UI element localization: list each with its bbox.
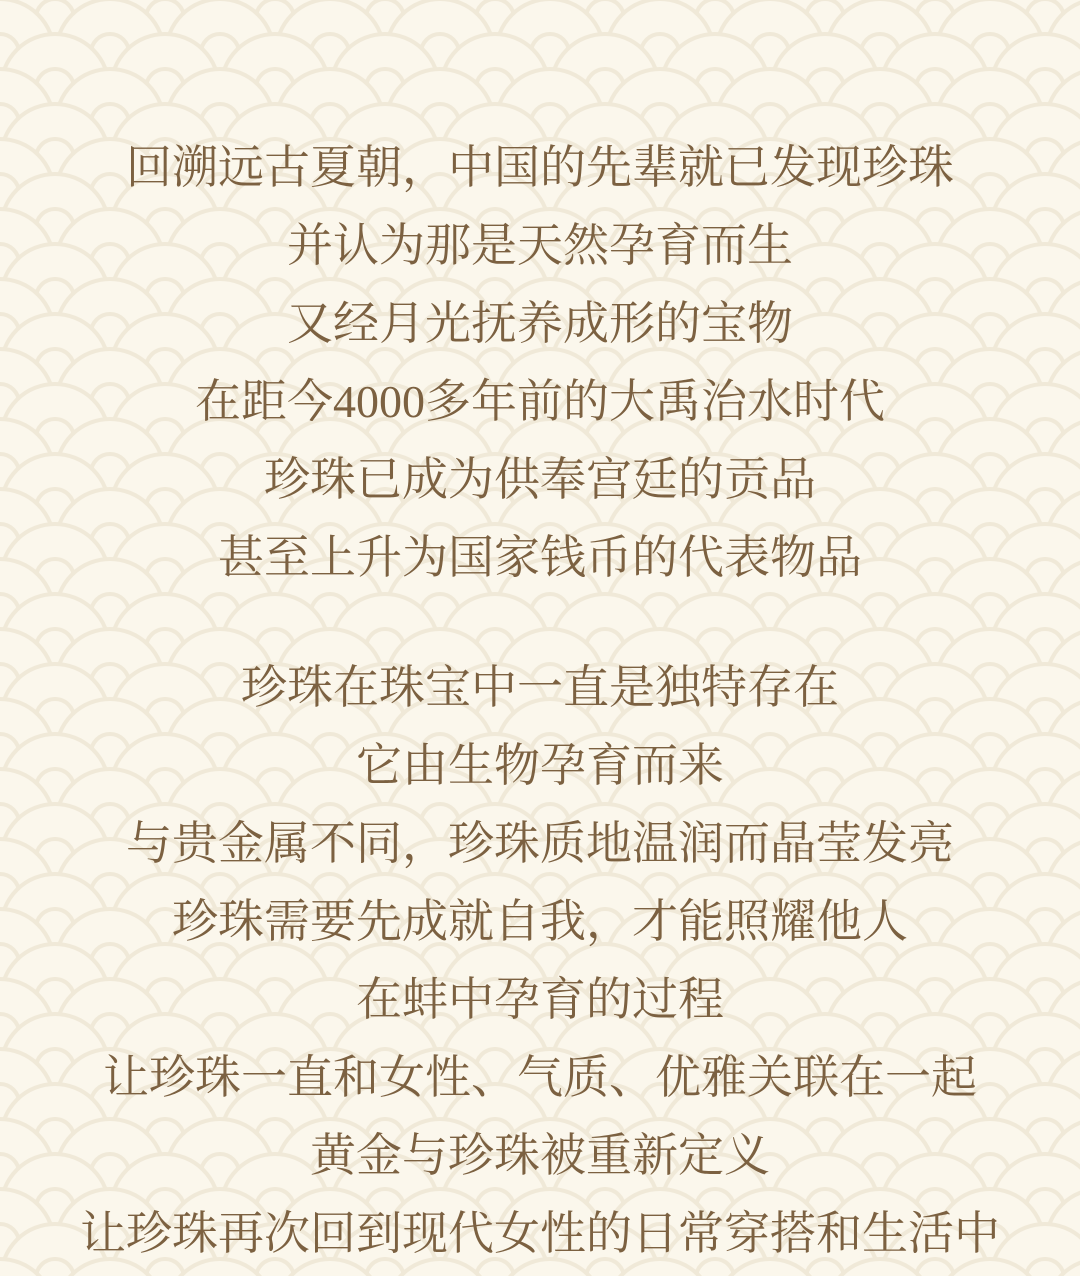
text-line: 珍珠在珠宝中一直是独特存在	[241, 662, 839, 713]
text-line: 黄金与珍珠被重新定义	[310, 1130, 770, 1181]
text-line: 又经月光抚养成形的宝物	[287, 298, 793, 349]
text-line: 让珍珠一直和女性、气质、优雅关联在一起	[103, 1052, 977, 1103]
paragraph-pearl-uniqueness	[0, 649, 1080, 1273]
text-line: 让珍珠再次回到现代女性的日常穿搭和生活中	[80, 1208, 1000, 1259]
text-line: 在距今4000多年前的大禹治水时代	[195, 376, 885, 427]
text-line: 珍珠已成为供奉宫廷的贡品	[264, 454, 816, 505]
text-line: 甚至上升为国家钱币的代表物品	[218, 532, 862, 583]
text-line: 在蚌中孕育的过程	[356, 974, 724, 1025]
text-line: 它由生物孕育而来	[356, 740, 724, 791]
text-line: 并认为那是天然孕育而生	[287, 220, 793, 271]
text-line: 珍珠需要先成就自我，才能照耀他人	[172, 896, 908, 947]
paragraph-pearl-history	[0, 129, 1080, 597]
text-line: 回溯远古夏朝，中国的先辈就已发现珍珠	[126, 142, 954, 193]
text-line: 与贵金属不同，珍珠质地温润而晶莹发亮	[126, 818, 954, 869]
